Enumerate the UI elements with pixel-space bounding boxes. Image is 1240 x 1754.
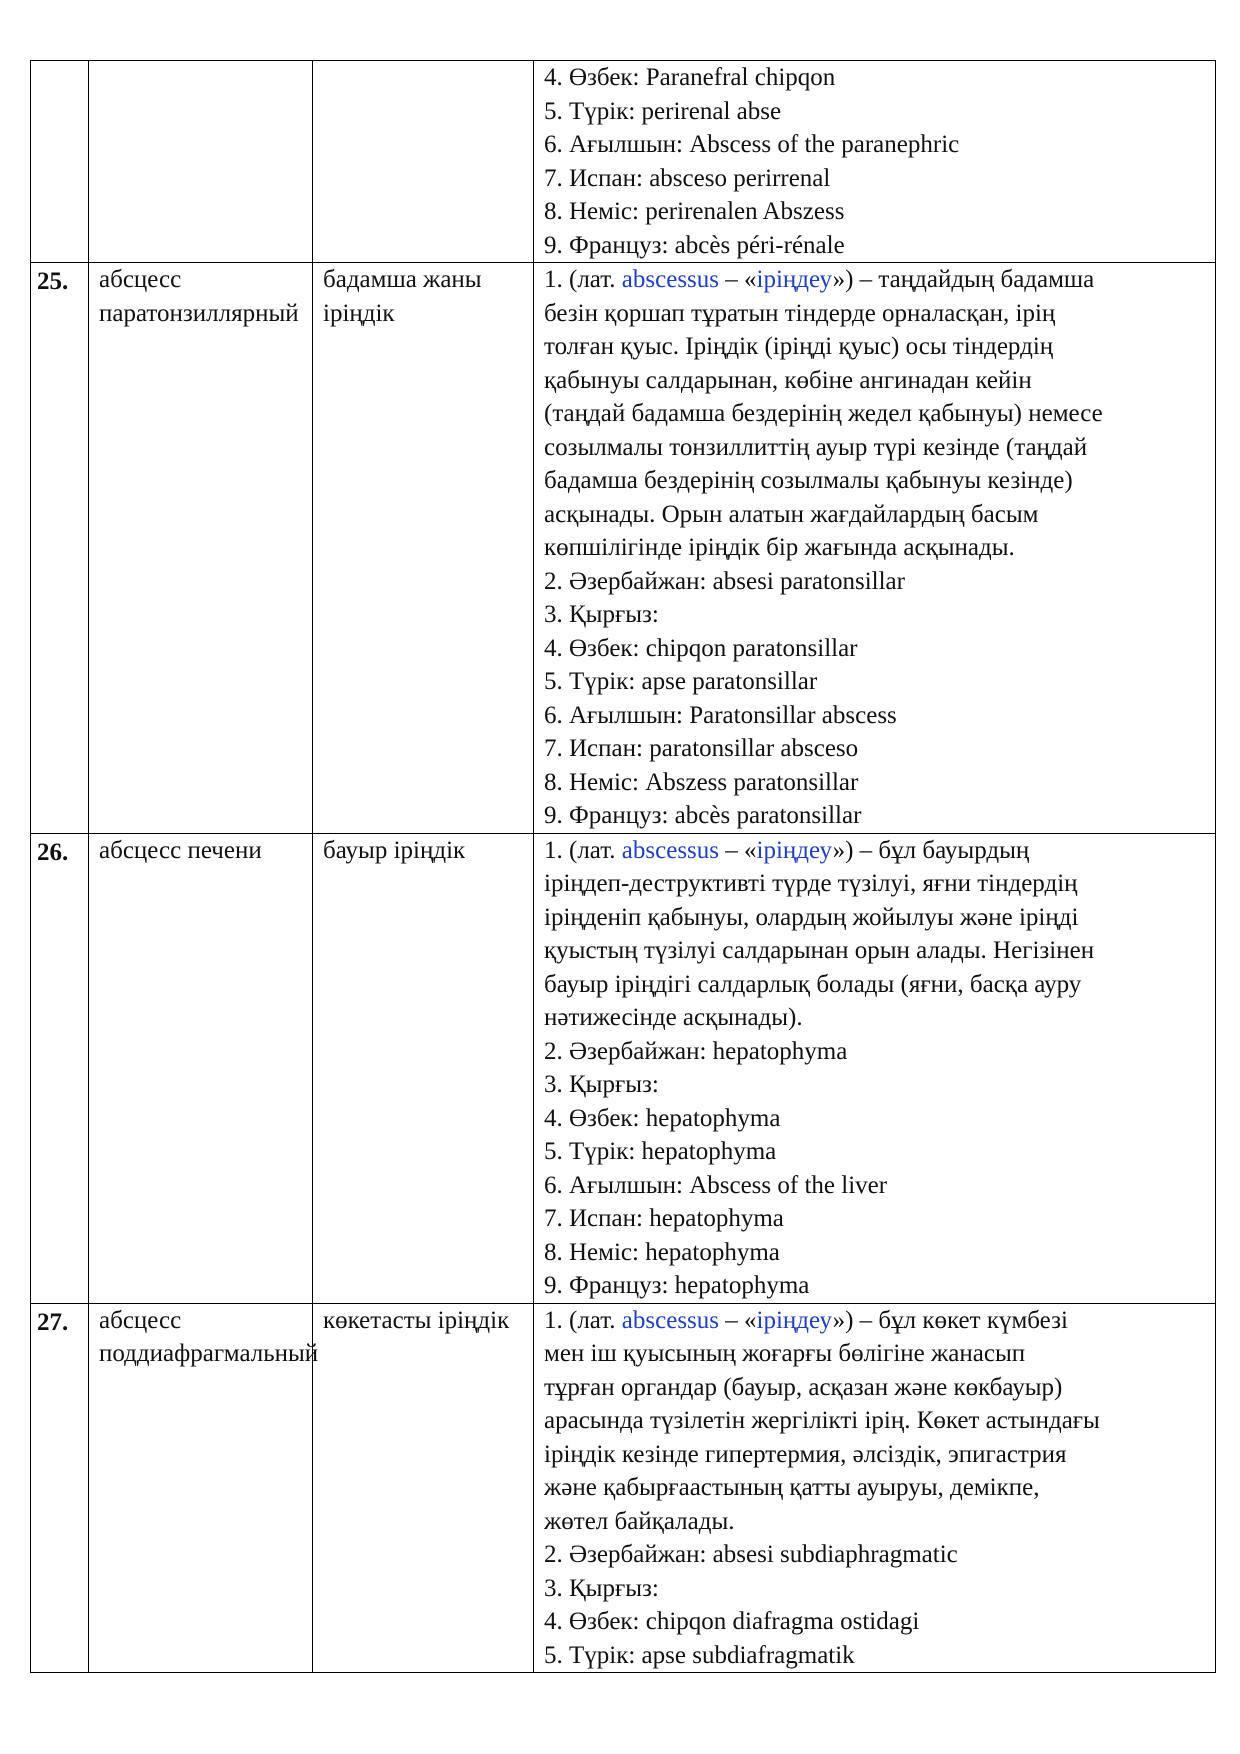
- definition-line: бауыр іріңдігі салдарлық болады (яғни, басқа ауру: [544, 970, 1082, 998]
- translation-line: 6. Ағылшын: Abscess of the liver: [544, 1171, 888, 1199]
- latin-term-link[interactable]: abscessus: [621, 1306, 720, 1334]
- russian-term: абсцесс паратонзиллярный: [89, 263, 313, 834]
- definition-prefix: 1. (лат.: [544, 836, 622, 864]
- latin-meaning-link[interactable]: іріңдеу: [756, 1306, 833, 1334]
- terminology-table: [30, 60, 1216, 1673]
- translation-line: 9. Француз: hepatophyma: [544, 1272, 810, 1299]
- translation-line: 7. Испан: paratonsillar absceso: [544, 735, 859, 762]
- translation-line: 7. Испан: hepatophyma: [544, 1205, 784, 1232]
- entry-number: 26.: [31, 833, 89, 1303]
- number-cell: [31, 61, 89, 263]
- table-row: [31, 833, 1216, 1303]
- definition-first-line: [544, 834, 1205, 868]
- definition-line: іріңдік кезінде гипертермия, әлсіздік, эпигастрия: [544, 1440, 1067, 1468]
- latin-meaning-link[interactable]: іріңдеу: [756, 266, 833, 293]
- definition-prefix: 1. (лат.: [544, 266, 622, 293]
- definition-line: іріңдеп-деструктивті түрде түзілуі, яғни тіндердің: [544, 870, 1078, 897]
- definition-line: мен іш қуысының жоғарғы бөлігіне жанасып: [544, 1340, 1026, 1367]
- definition-line: бадамша бездерінің созылмалы қабынуы кезінде): [544, 467, 1073, 494]
- definition-text: ») – бұл көкет күмбезі: [832, 1306, 1068, 1334]
- kazakh-term: бауыр іріңдік: [313, 833, 534, 1303]
- latin-term-link[interactable]: abscessus: [621, 836, 720, 864]
- definition-first-line: [544, 263, 1205, 297]
- translation-line: 6. Ағылшын: Paratonsillar abscess: [544, 701, 897, 729]
- kazakh-term-cell: [313, 61, 534, 263]
- russian-term: абсцесс поддиафрагмальный: [89, 1303, 313, 1673]
- translation-line: 3. Қырғыз:: [544, 1071, 659, 1098]
- translation-line: 4. Өзбек: hepatophyma: [544, 1104, 781, 1132]
- definition-cell: [534, 263, 1216, 834]
- translation-line: 4. Өзбек: chipqon diafragma ostidagi: [544, 1608, 920, 1635]
- table-row-continued: [31, 61, 1216, 263]
- translation-line: 2. Әзербайжан: absesi paratonsillar: [544, 567, 905, 595]
- kazakh-term: көкетасты іріңдік: [313, 1303, 534, 1673]
- translation-line: 6. Ағылшын: Abscess of the paranephric: [544, 131, 960, 158]
- latin-meaning-link[interactable]: іріңдеу: [756, 836, 833, 864]
- definition-line: іріңденіп қабынуы, олардың жойылуы және іріңді: [544, 903, 1079, 931]
- definition-line: нәтижесінде асқынады).: [544, 1004, 803, 1031]
- definition-cell: [534, 1303, 1216, 1673]
- definition-text: ») – таңдайдың бадамша: [832, 266, 1095, 293]
- definition-line: (таңдай бадамша бездерінің жедел қабынуы) немесе: [544, 400, 1103, 427]
- russian-term-cell: [89, 61, 313, 263]
- definition-text: ») – бұл бауырдың: [832, 836, 1030, 864]
- definition-dash: – «: [719, 1306, 757, 1334]
- entry-number: 27.: [31, 1303, 89, 1673]
- kazakh-term: бадамша жаны іріңдік: [313, 263, 534, 834]
- definition-cell: [534, 833, 1216, 1303]
- definition-line: созылмалы тонзиллиттің ауыр түрі кезінде (таңдай: [544, 433, 1088, 461]
- entry-number: 25.: [31, 263, 89, 834]
- definition-line: және қабырғаастының қатты ауыруы, демікпе,: [544, 1474, 1040, 1501]
- definition-dash: – «: [719, 836, 757, 864]
- translation-line: 8. Неміс: Abszess paratonsillar: [544, 768, 859, 796]
- definition-cell: [534, 61, 1216, 263]
- definition-line: толған қуыс. Іріңдік (іріңді қуыс) осы тіндердің: [544, 333, 1054, 360]
- translation-line: 8. Неміс: perirenalen Abszess: [544, 198, 845, 225]
- definition-line: жөтел байқалады.: [544, 1507, 735, 1535]
- translation-line: 9. Француз: abcès péri-rénale: [544, 231, 845, 259]
- translation-line: 5. Түрік: hepatophyma: [544, 1138, 777, 1165]
- definition-line: көпшілігінде іріңдік бір жағында асқынады.: [544, 534, 1015, 561]
- translation-line: 2. Әзербайжан: hepatophyma: [544, 1037, 848, 1065]
- definition-line: асқынады. Орын алатын жағдайлардың басым: [544, 500, 1039, 528]
- translation-line: 4. Өзбек: Paranefral chipqon: [544, 64, 836, 91]
- definition-first-line: [544, 1304, 1205, 1338]
- definition-prefix: 1. (лат.: [544, 1306, 622, 1334]
- definition-dash: – «: [719, 266, 757, 293]
- translation-line: 7. Испан: absceso perirrenal: [544, 164, 831, 192]
- definition-line: безін қоршап тұратын тіндерде орналасқан, ірің: [544, 299, 1056, 327]
- translation-line: 3. Қырғыз:: [544, 601, 659, 628]
- definition-line: арасында түзілетін жергілікті ірің. Көкет астындағы: [544, 1407, 1100, 1434]
- translation-line: 3. Қырғыз:: [544, 1574, 659, 1602]
- translation-line: 2. Әзербайжан: absesi subdiaphragmatic: [544, 1541, 958, 1568]
- translation-line: 5. Түрік: apse paratonsillar: [544, 668, 818, 695]
- table-row: [31, 263, 1216, 834]
- russian-term: абсцесс печени: [89, 833, 313, 1303]
- translation-line: 5. Түрік: perirenal abse: [544, 97, 782, 125]
- definition-line: қуыстың түзілуі салдарынан орын алады. Негізінен: [544, 937, 1095, 964]
- table-row: [31, 1303, 1216, 1673]
- translation-line: 5. Түрік: apse subdiafragmatik: [544, 1641, 855, 1669]
- translation-line: 4. Өзбек: chipqon paratonsillar: [544, 634, 858, 662]
- definition-line: қабынуы салдарынан, көбіне ангинадан кейін: [544, 366, 1032, 394]
- translation-line: 8. Неміс: hepatophyma: [544, 1238, 780, 1266]
- latin-term-link[interactable]: abscessus: [621, 266, 720, 293]
- definition-line: тұрған органдар (бауыр, асқазан және көкбауыр): [544, 1373, 1063, 1401]
- translation-line: 9. Француз: abcès paratonsillar: [544, 802, 862, 829]
